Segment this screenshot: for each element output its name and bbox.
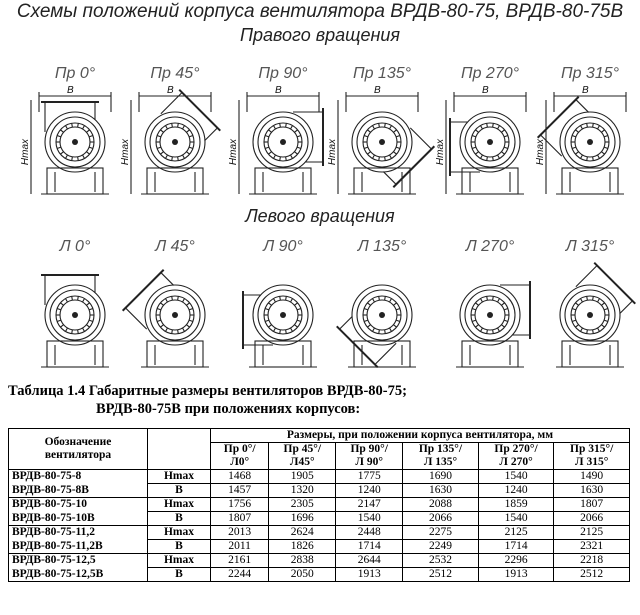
table-body [9, 470, 630, 582]
param-hmax: Hmax [148, 554, 211, 568]
fan-diagram [327, 65, 434, 194]
param-b: B [148, 512, 211, 526]
model-name: ВРДВ-80-75-10В [9, 512, 148, 526]
header-position: Пр 0°/ Л0° [211, 443, 269, 470]
b-value: 2321 [554, 540, 630, 554]
position-label: Пр 135° [352, 65, 412, 82]
hmax-value: 2296 [478, 554, 554, 568]
b-value: 1630 [403, 484, 479, 498]
header-position: Пр 270°/ Л 270° [478, 443, 554, 470]
fan-diagram [123, 238, 209, 367]
page-title: Схемы положений корпуса вентилятора ВРДВ-80-75, ВРДВ-80-75В [16, 1, 624, 22]
width-dimension-label: B [582, 85, 589, 96]
table-row [9, 470, 630, 484]
hmax-value: 2125 [554, 526, 630, 540]
hmax-value: 1490 [554, 470, 630, 484]
fan-diagram [535, 65, 626, 194]
header-position: Пр 315°/ Л 315° [554, 443, 630, 470]
hmax-value: 1540 [478, 470, 554, 484]
dimensions-table [8, 428, 630, 582]
hmax-value: 1859 [478, 498, 554, 512]
model-name: ВРДВ-80-75-11,2 [9, 526, 148, 540]
table-caption-line2: ВРДВ-80-75В при положениях корпусов: [96, 401, 361, 417]
header-position: Пр 45°/ Л45° [269, 443, 336, 470]
b-value: 2512 [554, 568, 630, 582]
table-row [9, 540, 630, 554]
param-b: B [148, 568, 211, 582]
b-value: 1913 [478, 568, 554, 582]
height-dimension-label: Hmax [228, 138, 239, 166]
b-value: 1540 [336, 512, 403, 526]
param-b: B [148, 540, 211, 554]
position-label: Л 90° [263, 238, 303, 255]
position-label: Пр 0° [54, 65, 96, 82]
fan-diagram [456, 238, 530, 367]
hmax-value: 2147 [336, 498, 403, 512]
fan-diagram [337, 238, 416, 367]
fan-position-diagrams [0, 50, 640, 380]
width-dimension-label: B [167, 85, 174, 96]
hmax-value: 2013 [211, 526, 269, 540]
width-dimension-label: B [482, 85, 489, 96]
hmax-value: 2125 [478, 526, 554, 540]
table-caption-line1: Таблица 1.4 Габаритные размеры вентиляторов ВРДВ-80-75; [8, 383, 407, 399]
position-label: Л 45° [155, 238, 195, 255]
b-value: 1826 [269, 540, 336, 554]
hmax-value: 2624 [269, 526, 336, 540]
param-hmax: Hmax [148, 498, 211, 512]
header-designation: Обозначение вентилятора [9, 429, 148, 470]
height-dimension-label: Hmax [535, 138, 546, 166]
b-value: 2244 [211, 568, 269, 582]
width-dimension-label: B [275, 85, 282, 96]
hmax-value: 1905 [269, 470, 336, 484]
position-label: Л 135° [357, 238, 407, 255]
table-row [9, 484, 630, 498]
hmax-value: 2088 [403, 498, 479, 512]
b-value: 2050 [269, 568, 336, 582]
position-label: Л 315° [565, 238, 615, 255]
b-value: 2066 [403, 512, 479, 526]
position-label: Пр 90° [258, 65, 308, 82]
right-rotation-heading: Правого вращения [239, 25, 401, 45]
b-value: 1913 [336, 568, 403, 582]
hmax-value: 2644 [336, 554, 403, 568]
b-value: 1457 [211, 484, 269, 498]
model-name: ВРДВ-80-75-12,5В [9, 568, 148, 582]
param-hmax: Hmax [148, 470, 211, 484]
b-value: 1630 [554, 484, 630, 498]
param-hmax: Hmax [148, 526, 211, 540]
hmax-value: 2161 [211, 554, 269, 568]
model-name: ВРДВ-80-75-11,2В [9, 540, 148, 554]
fan-diagram [41, 238, 109, 367]
b-value: 1240 [336, 484, 403, 498]
hmax-value: 1775 [336, 470, 403, 484]
right-rotation-row [20, 65, 626, 194]
table-row [9, 512, 630, 526]
fan-diagram [556, 238, 635, 367]
width-dimension-label: B [67, 85, 74, 96]
hmax-value: 2275 [403, 526, 479, 540]
table-header-row [9, 429, 630, 443]
hmax-value: 2838 [269, 554, 336, 568]
b-value: 1714 [336, 540, 403, 554]
b-value: 2512 [403, 568, 479, 582]
height-dimension-label: Hmax [435, 138, 446, 166]
hmax-value: 1468 [211, 470, 269, 484]
hmax-value: 2218 [554, 554, 630, 568]
table-row [9, 554, 630, 568]
b-value: 2011 [211, 540, 269, 554]
model-name: ВРДВ-80-75-8 [9, 470, 148, 484]
model-name: ВРДВ-80-75-12,5 [9, 554, 148, 568]
height-dimension-label: Hmax [20, 138, 31, 166]
header-sizes: Размеры, при положении корпуса вентилятора, мм [211, 429, 630, 443]
hmax-value: 2448 [336, 526, 403, 540]
fan-diagram [435, 65, 526, 194]
height-dimension-label: Hmax [120, 138, 131, 166]
fan-diagram [228, 65, 323, 194]
model-name: ВРДВ-80-75-10 [9, 498, 148, 512]
position-label: Пр 315° [560, 65, 620, 82]
table-row [9, 568, 630, 582]
b-value: 1320 [269, 484, 336, 498]
fan-diagram [243, 238, 317, 367]
header-position: Пр 90°/ Л 90° [336, 443, 403, 470]
b-value: 1807 [211, 512, 269, 526]
hmax-value: 1807 [554, 498, 630, 512]
fan-diagram [120, 65, 220, 194]
position-label: Пр 270° [460, 65, 520, 82]
header-position: Пр 135°/ Л 135° [403, 443, 479, 470]
position-label: Л 270° [465, 238, 515, 255]
width-dimension-label: B [374, 85, 381, 96]
param-b: B [148, 484, 211, 498]
left-rotation-heading: Левого вращения [245, 206, 395, 226]
b-value: 1240 [478, 484, 554, 498]
b-value: 2066 [554, 512, 630, 526]
header-parameter [148, 429, 211, 470]
height-dimension-label: Hmax [327, 138, 338, 166]
position-label: Пр 45° [150, 65, 200, 82]
table-row [9, 526, 630, 540]
hmax-value: 1690 [403, 470, 479, 484]
left-rotation-row [41, 238, 635, 367]
b-value: 1540 [478, 512, 554, 526]
table-row [9, 498, 630, 512]
b-value: 1714 [478, 540, 554, 554]
hmax-value: 2532 [403, 554, 479, 568]
b-value: 2249 [403, 540, 479, 554]
model-name: ВРДВ-80-75-8В [9, 484, 148, 498]
hmax-value: 2305 [269, 498, 336, 512]
hmax-value: 1756 [211, 498, 269, 512]
b-value: 1696 [269, 512, 336, 526]
fan-diagram [20, 65, 111, 194]
position-label: Л 0° [59, 238, 91, 255]
